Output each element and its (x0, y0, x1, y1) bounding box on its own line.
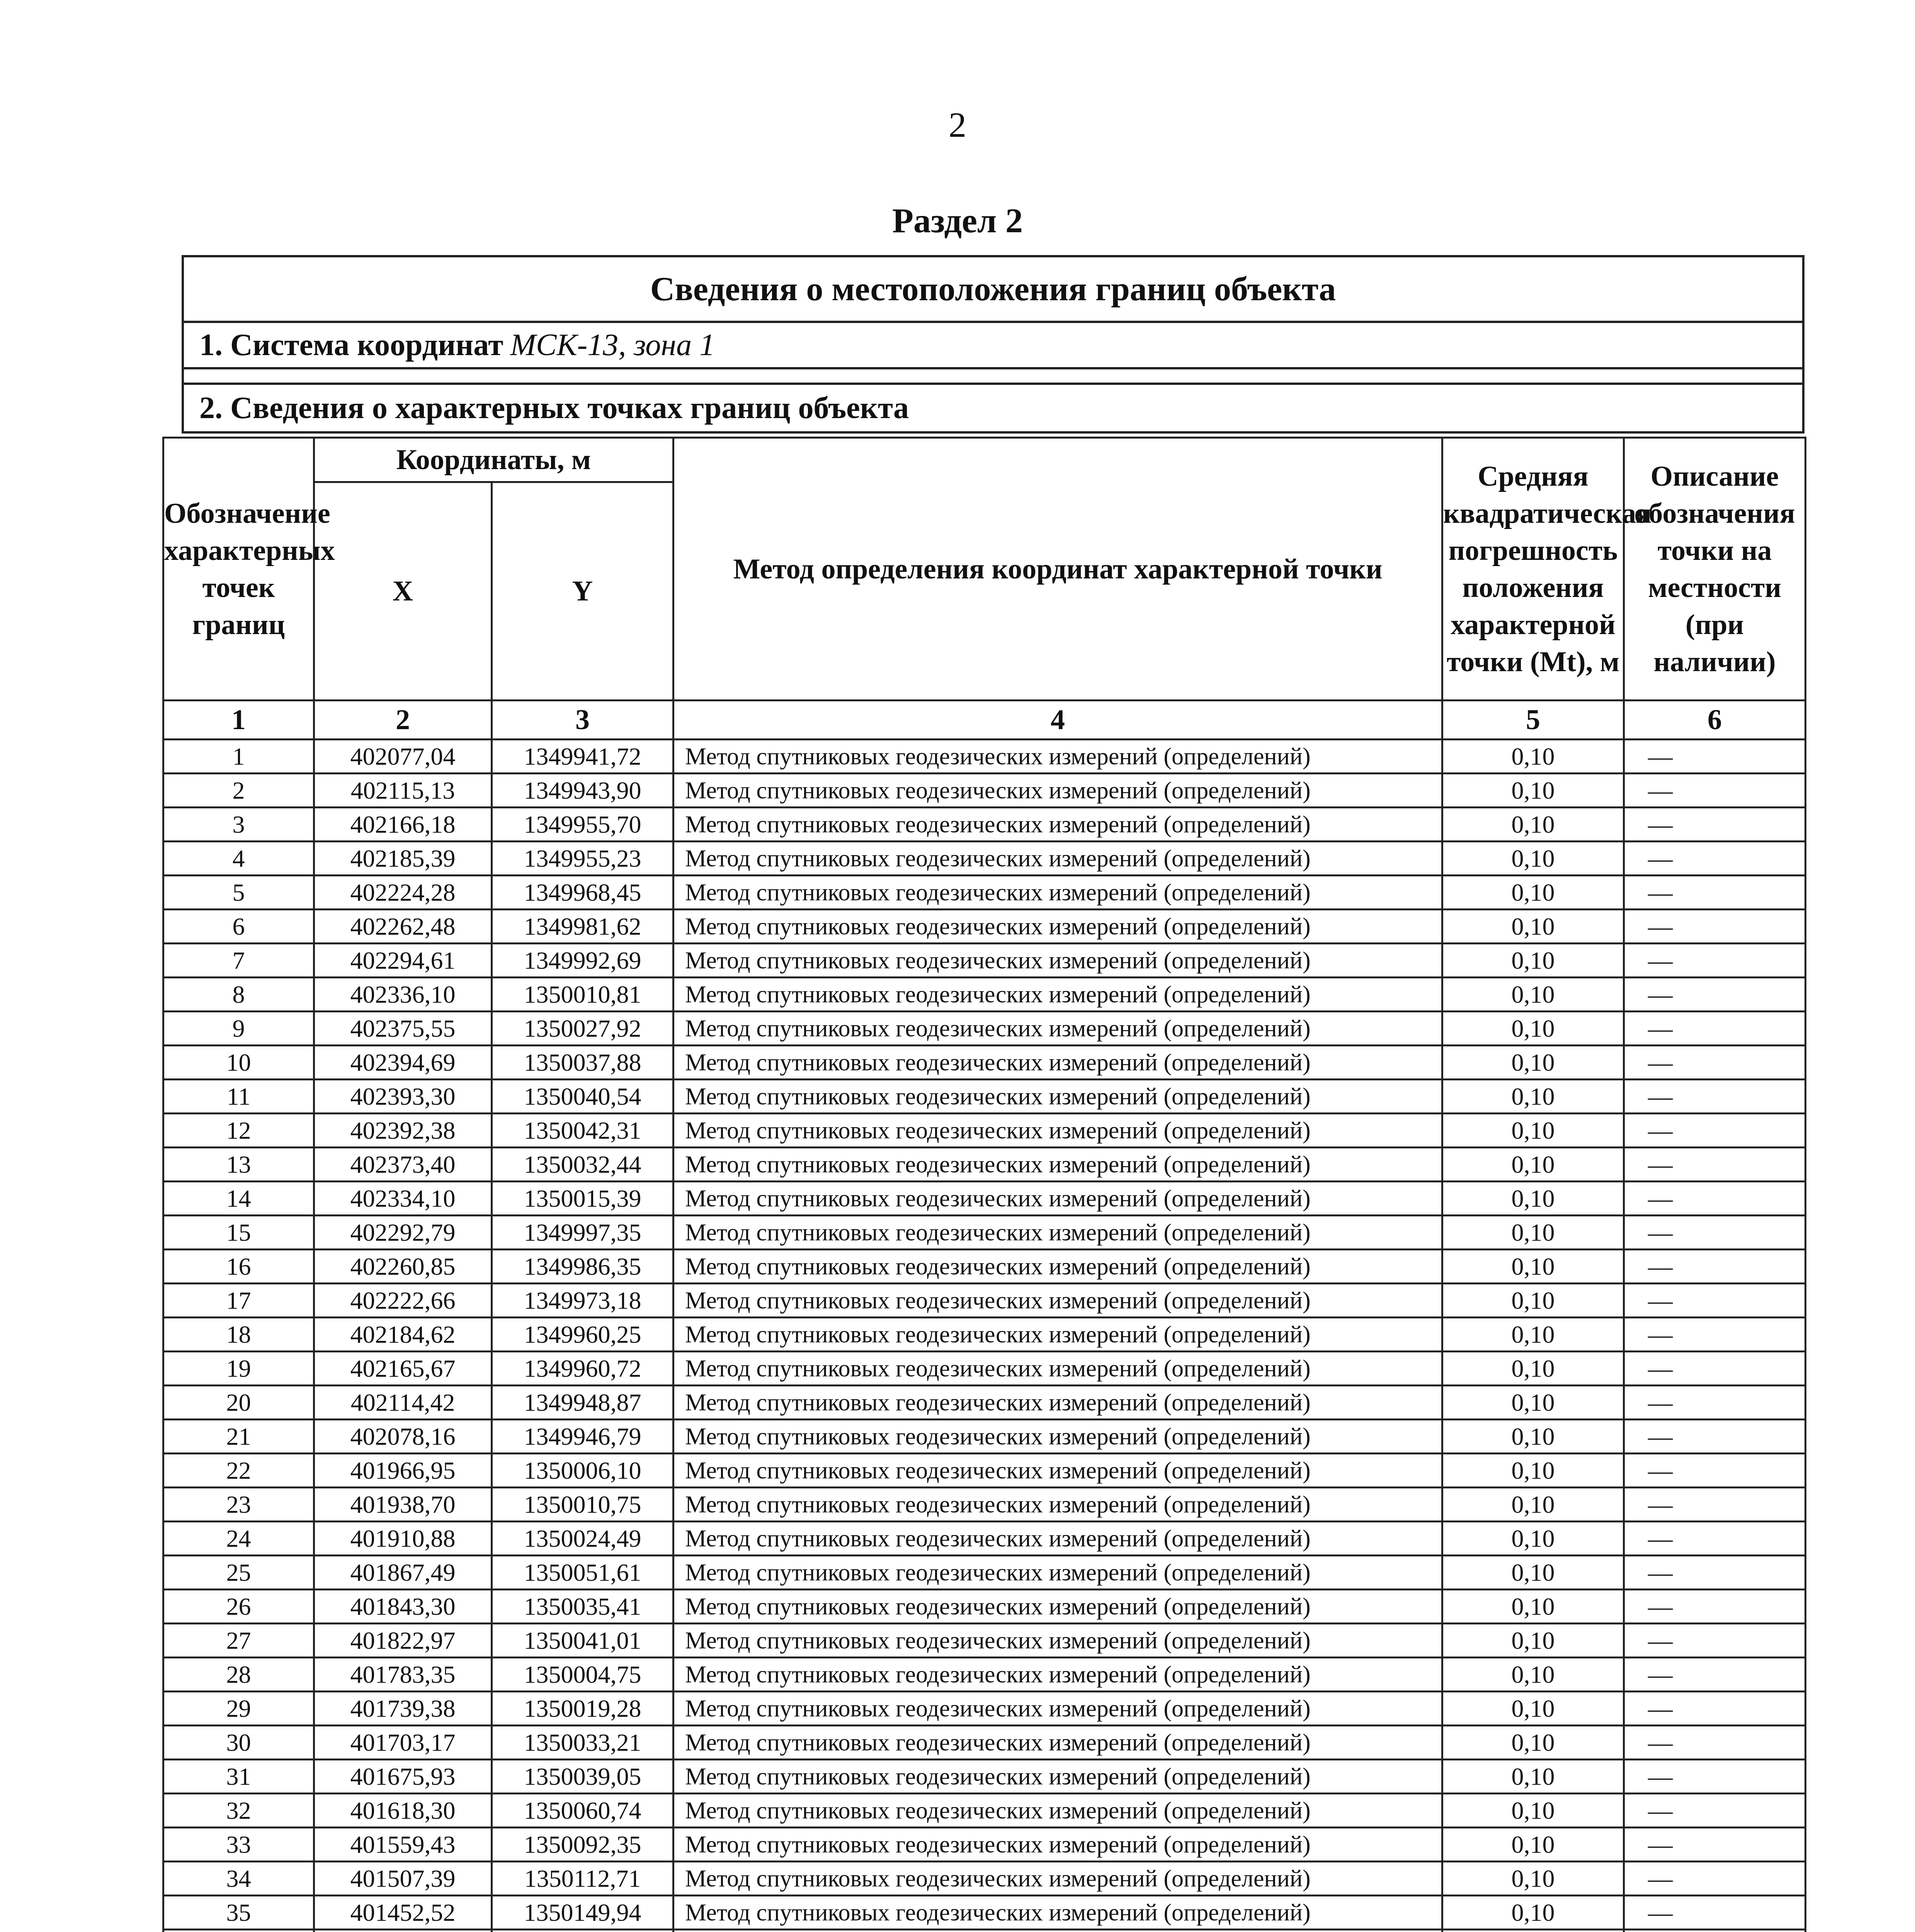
description-cell: — (1624, 1896, 1806, 1930)
method-cell: Метод спутниковых геодезических измерений (определений) (673, 944, 1442, 978)
y-coordinate-cell: 1350149,94 (492, 1896, 673, 1930)
y-coordinate-cell: 1349981,62 (492, 910, 673, 944)
accuracy-cell: 0,10 (1442, 1318, 1624, 1352)
description-cell: — (1624, 1080, 1806, 1114)
method-cell: Метод спутниковых геодезических измерений (определений) (673, 774, 1442, 808)
y-coordinate-cell: 1349986,35 (492, 1250, 673, 1284)
y-coordinate-cell: 1349968,45 (492, 876, 673, 910)
description-cell: — (1624, 1250, 1806, 1284)
x-coordinate-cell: 402394,69 (314, 1046, 492, 1080)
y-coordinate-cell: 1349941,72 (492, 740, 673, 774)
x-coordinate-cell: 401966,95 (314, 1454, 492, 1488)
point-number-cell: 12 (163, 1114, 314, 1148)
x-coordinate-cell: 402294,61 (314, 944, 492, 978)
method-cell: Метод спутниковых геодезических измерений (определений) (673, 1284, 1442, 1318)
x-coordinate-cell: 401507,39 (314, 1862, 492, 1896)
accuracy-cell: 0,10 (1442, 910, 1624, 944)
method-cell: Метод спутниковых геодезических измерений (определений) (673, 1522, 1442, 1556)
point-number-cell: 15 (163, 1216, 314, 1250)
accuracy-cell: 0,10 (1442, 1454, 1624, 1488)
method-cell: Метод спутниковых геодезических измерений (определений) (673, 1148, 1442, 1182)
page-number: 2 (949, 105, 966, 145)
description-cell: — (1624, 1114, 1806, 1148)
column-number-3: 3 (492, 701, 673, 740)
y-coordinate-cell: 1349955,70 (492, 808, 673, 842)
table-row (163, 1590, 1806, 1624)
y-coordinate-cell: 1349992,69 (492, 944, 673, 978)
x-coordinate-cell: 402078,16 (314, 1420, 492, 1454)
y-coordinate-cell: 1349960,72 (492, 1352, 673, 1386)
x-coordinate-cell: 402184,62 (314, 1318, 492, 1352)
description-cell: — (1624, 876, 1806, 910)
point-number-cell: 32 (163, 1794, 314, 1828)
point-number-cell: 29 (163, 1692, 314, 1726)
description-cell: — (1624, 1624, 1806, 1658)
x-coordinate-cell: 401910,88 (314, 1522, 492, 1556)
table-row (163, 876, 1806, 910)
description-cell: — (1624, 1012, 1806, 1046)
method-cell: Метод спутниковых геодезических измерений (определений) (673, 876, 1442, 910)
method-cell: Метод спутниковых геодезических измерений (определений) (673, 1590, 1442, 1624)
accuracy-cell: 0,10 (1442, 842, 1624, 876)
table-row (163, 1522, 1806, 1556)
table-row (163, 1454, 1806, 1488)
point-number-cell: 14 (163, 1182, 314, 1216)
description-cell: — (1624, 1760, 1806, 1794)
y-coordinate-cell: 1349943,90 (492, 774, 673, 808)
y-coordinate-cell: 1350027,92 (492, 1012, 673, 1046)
description-cell: — (1624, 1726, 1806, 1760)
accuracy-cell: 0,10 (1442, 1352, 1624, 1386)
x-coordinate-cell: 401783,35 (314, 1658, 492, 1692)
point-number-cell: 22 (163, 1454, 314, 1488)
description-cell: — (1624, 740, 1806, 774)
method-cell: Метод спутниковых геодезических измерений (определений) (673, 1658, 1442, 1692)
x-coordinate-cell: 402115,13 (314, 774, 492, 808)
accuracy-cell: 0,10 (1442, 1080, 1624, 1114)
y-coordinate-cell (492, 1930, 673, 1932)
method-cell: Метод спутниковых геодезических измерений (определений) (673, 1794, 1442, 1828)
y-coordinate-cell: 1350006,10 (492, 1454, 673, 1488)
x-coordinate-cell (314, 1930, 492, 1932)
point-number-cell: 23 (163, 1488, 314, 1522)
designation-header: Обозначение характерных точек границ (163, 438, 314, 701)
accuracy-cell: 0,10 (1442, 1692, 1624, 1726)
x-coordinate-cell: 401938,70 (314, 1488, 492, 1522)
coordinates-header: Координаты, м (314, 438, 673, 482)
method-cell: Метод спутниковых геодезических измерений (определений) (673, 740, 1442, 774)
table-row (163, 1250, 1806, 1284)
accuracy-cell: 0,10 (1442, 1760, 1624, 1794)
accuracy-cell: 0,10 (1442, 1828, 1624, 1862)
accuracy-cell: 0,10 (1442, 808, 1624, 842)
point-number-cell: 34 (163, 1862, 314, 1896)
accuracy-cell: 0,10 (1442, 1216, 1624, 1250)
method-cell: Метод спутниковых геодезических измерений (определений) (673, 842, 1442, 876)
method-cell: Метод спутниковых геодезических измерений (определений) (673, 1828, 1442, 1862)
y-coordinate-cell: 1350004,75 (492, 1658, 673, 1692)
table-row (163, 1692, 1806, 1726)
x-coordinate-cell: 401867,49 (314, 1556, 492, 1590)
x-coordinate-cell: 401559,43 (314, 1828, 492, 1862)
y-coordinate-cell: 1350037,88 (492, 1046, 673, 1080)
description-cell: — (1624, 1352, 1806, 1386)
method-cell: Метод спутниковых геодезических измерений (определений) (673, 808, 1442, 842)
point-number-cell: 3 (163, 808, 314, 842)
table-row (163, 1726, 1806, 1760)
y-coordinate-cell: 1350112,71 (492, 1862, 673, 1896)
y-coordinate-cell: 1350040,54 (492, 1080, 673, 1114)
table-row (163, 1624, 1806, 1658)
description-cell: — (1624, 808, 1806, 842)
accuracy-cell: 0,10 (1442, 1522, 1624, 1556)
table-row (163, 978, 1806, 1012)
x-coordinate-cell: 401739,38 (314, 1692, 492, 1726)
x-coordinate-cell: 402375,55 (314, 1012, 492, 1046)
table-row (163, 1862, 1806, 1896)
table-row (163, 944, 1806, 978)
x-coordinate-cell: 402262,48 (314, 910, 492, 944)
table-row (163, 1148, 1806, 1182)
y-coordinate-cell: 1350051,61 (492, 1556, 673, 1590)
description-header: Описание обозначения точки на местности (при наличии) (1624, 438, 1806, 701)
point-number-cell (163, 1930, 314, 1932)
description-cell: — (1624, 1862, 1806, 1896)
section-header-box (182, 255, 1804, 434)
description-cell: — (1624, 1454, 1806, 1488)
table-row (163, 1114, 1806, 1148)
accuracy-cell: 0,10 (1442, 1386, 1624, 1420)
description-cell: — (1624, 1318, 1806, 1352)
table-row (163, 1556, 1806, 1590)
point-number-cell: 25 (163, 1556, 314, 1590)
table-row (163, 1760, 1806, 1794)
description-cell: — (1624, 910, 1806, 944)
x-coordinate-cell: 402392,38 (314, 1114, 492, 1148)
y-coordinate-cell: 1349973,18 (492, 1284, 673, 1318)
y-coordinate-cell: 1349997,35 (492, 1216, 673, 1250)
method-cell: Метод спутниковых геодезических измерений (определений) (673, 1692, 1442, 1726)
table-row (163, 1896, 1806, 1930)
description-cell: — (1624, 1046, 1806, 1080)
x-coordinate-cell: 401452,52 (314, 1896, 492, 1930)
point-number-cell: 10 (163, 1046, 314, 1080)
point-number-cell: 8 (163, 978, 314, 1012)
method-cell: Метод спутниковых геодезических измерений (определений) (673, 1352, 1442, 1386)
accuracy-cell (1442, 1930, 1624, 1932)
coordinate-system-value: МСК-13, зона 1 (510, 328, 715, 362)
point-number-cell: 30 (163, 1726, 314, 1760)
table-row (163, 1658, 1806, 1692)
description-cell: — (1624, 1148, 1806, 1182)
point-number-cell: 19 (163, 1352, 314, 1386)
point-number-cell: 5 (163, 876, 314, 910)
x-coordinate-cell: 401618,30 (314, 1794, 492, 1828)
description-cell: — (1624, 1692, 1806, 1726)
description-cell: — (1624, 774, 1806, 808)
accuracy-cell: 0,10 (1442, 1556, 1624, 1590)
point-number-cell: 28 (163, 1658, 314, 1692)
point-number-cell: 24 (163, 1522, 314, 1556)
table-row (163, 808, 1806, 842)
accuracy-cell: 0,10 (1442, 1420, 1624, 1454)
y-coordinate-cell: 1350041,01 (492, 1624, 673, 1658)
method-cell: Метод спутниковых геодезических измерений (определений) (673, 1862, 1442, 1896)
table-row (163, 1012, 1806, 1046)
point-number-cell: 11 (163, 1080, 314, 1114)
accuracy-cell: 0,10 (1442, 876, 1624, 910)
method-cell: Метод спутниковых геодезических измерений (определений) (673, 1624, 1442, 1658)
point-number-cell: 13 (163, 1148, 314, 1182)
description-cell: — (1624, 1284, 1806, 1318)
table-row (163, 1488, 1806, 1522)
accuracy-header: Средняя квадратическая погрешность положения характерной точки (Mt), м (1442, 438, 1624, 701)
accuracy-cell: 0,10 (1442, 1896, 1624, 1930)
characteristic-points-title: 2. Сведения о характерных точках границ объекта (199, 391, 909, 425)
method-cell: Метод спутниковых геодезических измерений (определений) (673, 1182, 1442, 1216)
method-cell: Метод спутниковых геодезических измерений (определений) (673, 1896, 1442, 1930)
object-boundaries-title: Сведения о местоположения границ объекта (184, 257, 1802, 323)
y-coordinate-cell: 1350060,74 (492, 1794, 673, 1828)
coordinate-system-line (184, 323, 1802, 369)
method-cell: Метод спутниковых геодезических измерений (определений) (673, 1012, 1442, 1046)
description-cell: — (1624, 1794, 1806, 1828)
y-coordinate-cell: 1350010,75 (492, 1488, 673, 1522)
method-cell: Метод спутниковых геодезических измерений (определений) (673, 1250, 1442, 1284)
y-coordinate-cell: 1350010,81 (492, 978, 673, 1012)
x-coordinate-cell: 401703,17 (314, 1726, 492, 1760)
accuracy-cell: 0,10 (1442, 978, 1624, 1012)
table-row (163, 842, 1806, 876)
table-row (163, 1794, 1806, 1828)
method-cell: Метод спутниковых геодезических измерений (определений) (673, 978, 1442, 1012)
table-row (163, 1828, 1806, 1862)
x-coordinate-cell: 402260,85 (314, 1250, 492, 1284)
y-coordinate-cell: 1350035,41 (492, 1590, 673, 1624)
accuracy-cell: 0,10 (1442, 1862, 1624, 1896)
column-number-4: 4 (673, 701, 1442, 740)
accuracy-cell: 0,10 (1442, 1114, 1624, 1148)
description-cell: — (1624, 1828, 1806, 1862)
description-cell: — (1624, 842, 1806, 876)
description-cell: — (1624, 944, 1806, 978)
point-number-cell: 26 (163, 1590, 314, 1624)
point-number-cell: 9 (163, 1012, 314, 1046)
description-cell: — (1624, 1182, 1806, 1216)
x-coordinate-cell: 401822,97 (314, 1624, 492, 1658)
method-cell: Метод спутниковых геодезических измерений (определений) (673, 1760, 1442, 1794)
table-row (163, 1386, 1806, 1420)
x-coordinate-cell: 402224,28 (314, 876, 492, 910)
point-number-cell: 20 (163, 1386, 314, 1420)
table-row (163, 1182, 1806, 1216)
column-number-2: 2 (314, 701, 492, 740)
point-number-cell: 33 (163, 1828, 314, 1862)
point-number-cell: 4 (163, 842, 314, 876)
section-title: Раздел 2 (892, 202, 1023, 240)
description-cell: — (1624, 978, 1806, 1012)
table-row (163, 1420, 1806, 1454)
method-cell: Метод спутниковых геодезических измерений (определений) (673, 1386, 1442, 1420)
y-coordinate-cell: 1350033,21 (492, 1726, 673, 1760)
column-number-1: 1 (163, 701, 314, 740)
method-cell: Метод спутниковых геодезических измерений (определений) (673, 1488, 1442, 1522)
description-cell: — (1624, 1420, 1806, 1454)
method-cell: Метод спутниковых геодезических измерений (определений) (673, 1420, 1442, 1454)
table-row (163, 740, 1806, 774)
column-number-5: 5 (1442, 701, 1624, 740)
method-cell: Метод спутниковых геодезических измерений (определений) (673, 1080, 1442, 1114)
y-coordinate-cell: 1349946,79 (492, 1420, 673, 1454)
x-coordinate-cell: 402336,10 (314, 978, 492, 1012)
table-row (163, 774, 1806, 808)
x-coordinate-cell: 402165,67 (314, 1352, 492, 1386)
method-cell (673, 1930, 1442, 1932)
y-coordinate-cell: 1350092,35 (492, 1828, 673, 1862)
y-coordinate-cell: 1349960,25 (492, 1318, 673, 1352)
table-row (163, 1930, 1806, 1932)
y-coordinate-cell: 1350032,44 (492, 1148, 673, 1182)
table-row (163, 1318, 1806, 1352)
method-header: Метод определения координат характерной точки (673, 438, 1442, 701)
point-number-cell: 16 (163, 1250, 314, 1284)
method-cell: Метод спутниковых геодезических измерений (определений) (673, 1114, 1442, 1148)
x-coordinate-cell: 402114,42 (314, 1386, 492, 1420)
x-coordinate-cell: 402185,39 (314, 842, 492, 876)
method-cell: Метод спутниковых геодезических измерений (определений) (673, 1046, 1442, 1080)
x-coordinate-cell: 402292,79 (314, 1216, 492, 1250)
point-number-cell: 18 (163, 1318, 314, 1352)
x-coordinate-cell: 401843,30 (314, 1590, 492, 1624)
description-cell: — (1624, 1658, 1806, 1692)
description-cell: — (1624, 1522, 1806, 1556)
accuracy-cell: 0,10 (1442, 1182, 1624, 1216)
point-number-cell: 21 (163, 1420, 314, 1454)
accuracy-cell: 0,10 (1442, 1012, 1624, 1046)
method-cell: Метод спутниковых геодезических измерений (определений) (673, 1216, 1442, 1250)
table-row (163, 910, 1806, 944)
accuracy-cell: 0,10 (1442, 1794, 1624, 1828)
accuracy-cell: 0,10 (1442, 740, 1624, 774)
accuracy-cell: 0,10 (1442, 944, 1624, 978)
y-coordinate-cell: 1350019,28 (492, 1692, 673, 1726)
y-coordinate-cell: 1350024,49 (492, 1522, 673, 1556)
point-number-cell: 35 (163, 1896, 314, 1930)
description-cell: — (1624, 1590, 1806, 1624)
point-number-cell: 7 (163, 944, 314, 978)
point-number-cell: 1 (163, 740, 314, 774)
table-row (163, 1352, 1806, 1386)
method-cell: Метод спутниковых геодезических измерений (определений) (673, 1726, 1442, 1760)
x-coordinate-cell: 402373,40 (314, 1148, 492, 1182)
x-coordinate-cell: 402166,18 (314, 808, 492, 842)
accuracy-cell: 0,10 (1442, 774, 1624, 808)
table-row (163, 1046, 1806, 1080)
y-header: Y (492, 482, 673, 701)
description-cell: — (1624, 1216, 1806, 1250)
point-number-cell: 27 (163, 1624, 314, 1658)
description-cell: — (1624, 1488, 1806, 1522)
accuracy-cell: 0,10 (1442, 1590, 1624, 1624)
x-coordinate-cell: 402077,04 (314, 740, 492, 774)
y-coordinate-cell: 1349955,23 (492, 842, 673, 876)
accuracy-cell: 0,10 (1442, 1046, 1624, 1080)
description-cell: — (1624, 1386, 1806, 1420)
description-cell: — (1624, 1556, 1806, 1590)
table-row (163, 1284, 1806, 1318)
x-coordinate-cell: 402222,66 (314, 1284, 492, 1318)
column-number-6: 6 (1624, 701, 1806, 740)
method-cell: Метод спутниковых геодезических измерений (определений) (673, 1556, 1442, 1590)
y-coordinate-cell: 1350015,39 (492, 1182, 673, 1216)
boundary-points-table (162, 437, 1806, 1932)
accuracy-cell: 0,10 (1442, 1658, 1624, 1692)
accuracy-cell: 0,10 (1442, 1284, 1624, 1318)
method-cell: Метод спутниковых геодезических измерений (определений) (673, 1454, 1442, 1488)
description-cell (1624, 1930, 1806, 1932)
accuracy-cell: 0,10 (1442, 1624, 1624, 1658)
table-body (163, 740, 1806, 1932)
point-number-cell: 17 (163, 1284, 314, 1318)
y-coordinate-cell: 1349948,87 (492, 1386, 673, 1420)
y-coordinate-cell: 1350039,05 (492, 1760, 673, 1794)
accuracy-cell: 0,10 (1442, 1250, 1624, 1284)
accuracy-cell: 0,10 (1442, 1488, 1624, 1522)
point-number-cell: 2 (163, 774, 314, 808)
y-coordinate-cell: 1350042,31 (492, 1114, 673, 1148)
table-row (163, 1216, 1806, 1250)
coordinate-system-label: 1. Система координат (199, 328, 503, 362)
x-coordinate-cell: 402334,10 (314, 1182, 492, 1216)
accuracy-cell: 0,10 (1442, 1148, 1624, 1182)
header-spacer (184, 369, 1802, 385)
method-cell: Метод спутниковых геодезических измерений (определений) (673, 910, 1442, 944)
accuracy-cell: 0,10 (1442, 1726, 1624, 1760)
x-header: X (314, 482, 492, 701)
x-coordinate-cell: 401675,93 (314, 1760, 492, 1794)
table-row (163, 1080, 1806, 1114)
x-coordinate-cell: 402393,30 (314, 1080, 492, 1114)
method-cell: Метод спутниковых геодезических измерений (определений) (673, 1318, 1442, 1352)
point-number-cell: 31 (163, 1760, 314, 1794)
point-number-cell: 6 (163, 910, 314, 944)
